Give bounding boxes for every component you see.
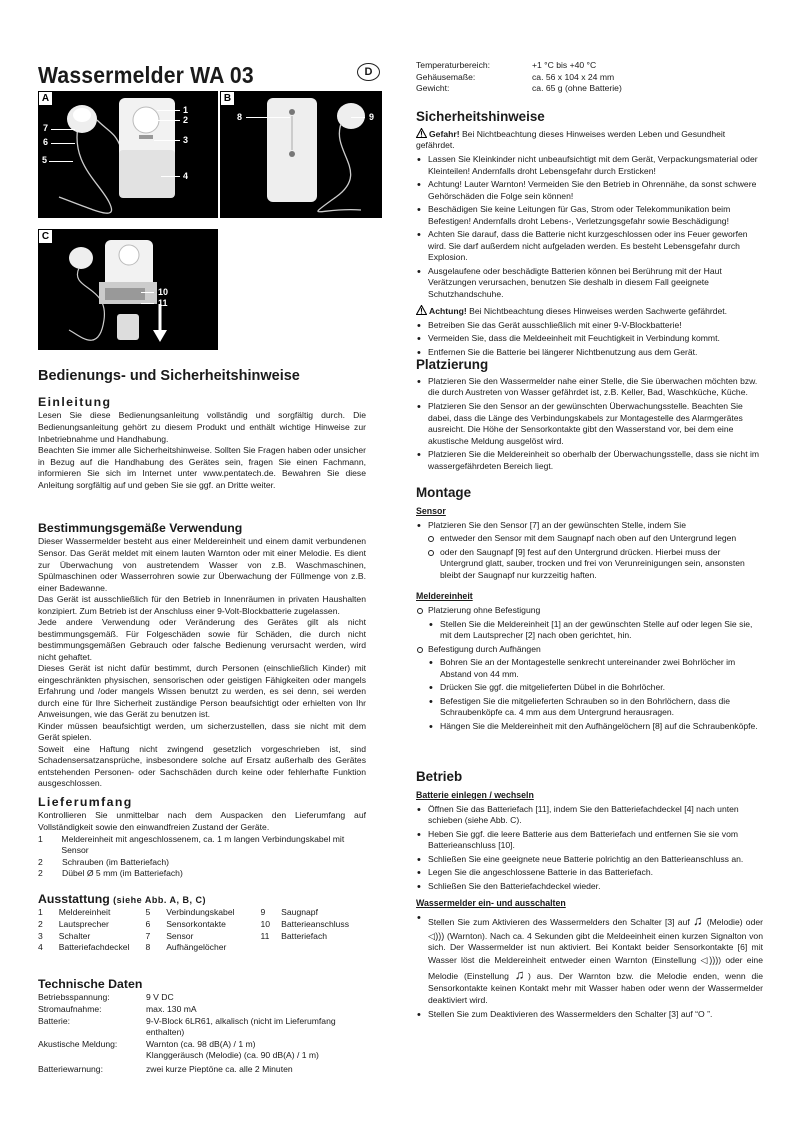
section-technik xyxy=(38,976,366,1075)
figure-c xyxy=(38,229,218,350)
danger-item: • Lassen Sie Kleinkinder nicht unbeaufsichtigt mit dem Gerät, Verpackungsmaterial oder Kleinteilen! Andernfalls droht Lebensgefahr durch Ersticken! xyxy=(416,154,763,177)
einleitung-heading: Einleitung xyxy=(38,395,112,409)
platzierung-item: • Platzieren Sie den Wassermelder nahe einer Stelle, die Sie überwachen möchten bzw. die durch Austreten von Wasser gefährdet ist, z.B. Keller, Bad, Waschküche, Küche. xyxy=(416,376,763,399)
section-bestimmung xyxy=(38,520,366,790)
tech-row: Batteriewarnung: zwei kurze Pieptöne ca. alle 2 Minuten xyxy=(38,1063,293,1074)
speaker-icon: ◁))) xyxy=(428,930,445,941)
bestimmung-p1: Dieser Wassermelder besteht aus einer Meldereinheit und einem damit verbundenen Sensor. Das Gerät meldet mit einem lauten Warnton oder mit einer Melodie. Es dient zur Überwachung von austretendem Wasser von z.B. Waschmaschinen, Spülmaschinen oder Wasserrohren sowie zur Überwachung der Füllmenge von z.B. einer Badewanne. xyxy=(38,536,366,593)
warning-triangle-icon xyxy=(416,128,427,138)
figure-c-illustration xyxy=(39,230,218,350)
page-title: Wassermelder WA 03 xyxy=(38,62,254,88)
ausstattung-row: 3 Schalter 7 Sensor 11 Batteriefach xyxy=(38,930,328,941)
bestimmung-p2: Das Gerät ist ausschließlich für den Betrieb in Innenräumen in privaten Haushalten konzipiert. Zum Betrieb ist der Anschluss einer 9-Volt-Blockbatterie zugelassen. xyxy=(38,594,366,616)
section-betrieb xyxy=(416,768,763,1022)
battery-subheading: Batterie einlegen / wechseln xyxy=(416,789,534,800)
figure-b-illustration xyxy=(221,92,382,218)
callout-4: 4 xyxy=(183,171,189,181)
section-montage xyxy=(416,484,763,734)
danger-item: • Achtung! Lauter Warnton! Vermeiden Sie den Betrieb in Ohrennähe, da sonst schwere Gehörschäden die Folge sein können! xyxy=(416,179,763,202)
callout-2: 2 xyxy=(183,115,189,125)
sensor-item: • Platzieren Sie den Sensor [7] an der gewünschten Stelle, indem Sie xyxy=(416,520,763,532)
section-ausstattung xyxy=(38,891,366,954)
music-note-icon: ♫ xyxy=(514,967,528,983)
callout-8: 8 xyxy=(237,112,243,122)
battery-step: • Schließen Sie eine geeignete neue Batterie polrichtig an den Batterieanschluss an. xyxy=(416,854,763,866)
lieferumfang-item: 2 Dübel Ø 5 mm (im Batteriefach) xyxy=(38,868,183,879)
attention-warning: Achtung! Bei Nichtbeachtung dieses Hinweises werden Sachwerte gefährdet. xyxy=(416,305,763,318)
ausstattung-heading: Ausstattung (siehe Abb. A, B, C) xyxy=(38,892,206,906)
einleitung-p1: Lesen Sie diese Bedienungsanleitung vollständig und sorgfältig durch. Die Bedienungsanleitung gehört zu diesem Produkt und enthält wichtige Hinweise zur Inbetriebnahme und Handhabung. xyxy=(38,410,366,444)
top-tech-rows: Temperaturbereich: +1 °C bis +40 °C Gehäusemaße: ca. 56 x 104 x 24 mm Gewicht: ca. 65 g (ohne Batterie) xyxy=(416,60,622,94)
tech-row: Akustische Meldung: Warnton (ca. 98 dB(A) / 1 m) Klanggeräusch (Melodie) (ca. 90 dB(A) / 1 m) xyxy=(38,1038,319,1061)
danger-item: • Beschädigen Sie keine Leitungen für Gas, Strom oder Telekommunikation beim Befestigen! Andernfalls droht Lebens-, Verletzungsgefahr sowie Beschädigung! xyxy=(416,204,763,227)
battery-step: • Heben Sie ggf. die leere Batterie aus dem Batteriefach und entfernen Sie sie vom Batterieanschluss [10]. xyxy=(416,829,763,852)
callout-6: 6 xyxy=(43,137,49,147)
ausstattung-row: 2 Lautsprecher 6 Sensorkontakte 10 Batterieanschluss xyxy=(38,918,350,929)
language-badge: D xyxy=(357,63,380,81)
bestimmung-heading: Bestimmungsgemäße Verwendung xyxy=(38,521,243,535)
callout-11: 11 xyxy=(158,298,168,308)
ausstattung-table xyxy=(38,907,366,953)
mount-step: • Drücken Sie ggf. die mitgelieferten Dübel in die Bohrlöcher. xyxy=(416,682,763,694)
sensor-subheading: Sensor xyxy=(416,505,446,516)
callout-3: 3 xyxy=(183,135,189,145)
attention-item: • Betreiben Sie das Gerät ausschließlich mit einer 9-V-Blockbatterie! xyxy=(416,320,763,332)
figure-a-illustration xyxy=(39,92,218,218)
betrieb-heading: Betrieb xyxy=(416,769,463,784)
battery-step: • Legen Sie die angeschlossene Batterie in das Batteriefach. xyxy=(416,867,763,879)
platzierung-item: • Platzieren Sie den Sensor an der gewünschten Überwachungsstelle. Beachten Sie dabei, dass die Länge des Verbindungskabels zur Montagestelle des Alarmgerätes ausreicht. Die Höhe der Sensorkontakte gibt den Wasserstand vor, bei dem eine akustische Meldung ausgelöst wird. xyxy=(416,401,763,447)
platzierung-heading: Platzierung xyxy=(416,357,489,372)
callout-1: 1 xyxy=(183,105,189,115)
section-sicherheit xyxy=(416,108,763,360)
battery-step: • Schließen Sie den Batteriefachdeckel wieder. xyxy=(416,881,763,893)
callout-7: 7 xyxy=(43,123,49,133)
warning-triangle-icon xyxy=(416,305,427,315)
melde-subheading: Meldereinheit xyxy=(416,591,473,602)
mount-step: • Befestigen Sie die mitgelieferten Schrauben so in den Bohrlöchern, dass die Schraubenköpfe ca. 4 mm aus dem Untergrund herausragen. xyxy=(416,696,763,719)
callout-5: 5 xyxy=(42,155,48,165)
danger-item: • Ausgelaufene oder beschädigte Batterien können bei Berührung mit der Haut Verätzungen verursachen, benutzen Sie deshalb in diesem Fall geeignete Schutzhandschuhe. xyxy=(416,266,763,301)
switch-item-on: • Stellen Sie zum Aktivieren des Wassermelders den Schalter [3] auf ♫ (Melodie) oder ◁))) (Warnton). Nach ca. 4 Sekunden gibt die Meldeeinheit einen kurzen Signalton von sich. Der Wassermelder ist nun aktiviert. Bei Kontakt beider Sensorkontakte [6] mit Wasser löst die Meldereinheit entweder einen Warnton (Einstellung ◁)))) oder eine Melodie (Einstellung ♫) aus. Der Warnton bzw. die Melodie enden, wenn die Sensorkontakte keinen Kontakt mehr mit Wasser haben oder wenn der Wassermelder deaktiviert wird. xyxy=(416,912,763,1006)
speaker-icon: ◁))) xyxy=(700,954,719,965)
lieferumfang-item: 1 Meldereinheit mit angeschlossenem, ca. 1 m langen Verbindungskabel mit Sensor xyxy=(38,833,345,856)
attention-item: • Vermeiden Sie, dass die Meldeeinheit mit Feuchtigkeit in Verbindung kommt. xyxy=(416,333,763,345)
switch-subheading: Wassermelder ein- und ausschalten xyxy=(416,898,566,909)
bestimmung-p3: Jede andere Verwendung oder Veränderung des Gerätes gilt als nicht bestimmungsgemäß. Für Folgeschäden sowie für Schäden, die durch nicht bestimmungsgemäßen Gebrauch oder falsche Bedienung verursacht werden, wird nicht gehaftet. xyxy=(38,617,366,662)
melde-option-1: Platzierung ohne Befestigung xyxy=(416,605,763,617)
danger-item: • Achten Sie darauf, dass die Batterie nicht kurzgeschlossen oder ins Feuer geworfen wird. Sie darf außerdem nicht aufgeladen werden. Es besteht Lebensgefahr durch Explosion. xyxy=(416,229,763,264)
montage-heading: Montage xyxy=(416,485,472,500)
lieferumfang-p1: Kontrollieren Sie unmittelbar nach dem Auspacken den Lieferumfang auf Vollständigkeit sowie den einwandfreien Zustand der Geräte. xyxy=(38,810,366,832)
mount-step: • Bohren Sie an der Montagestelle senkrecht untereinander zwei Bohrlöcher im Abstand von 44 mm. xyxy=(416,657,763,680)
figure-c-label: C xyxy=(39,230,53,244)
main-heading: Bedienungs- und Sicherheitshinweise xyxy=(38,368,300,384)
music-note-icon: ♫ xyxy=(692,913,704,929)
danger-warning: Gefahr! Bei Nichtbeachtung dieses Hinweises werden Leben und Gesundheit gefährdet. xyxy=(416,128,726,151)
tech-row: Batterie: 9-V-Block 6LR61, alkalisch (nicht im Lieferumfang enthalten) xyxy=(38,1015,336,1038)
section-lieferumfang xyxy=(38,794,366,880)
sensor-option: oder den Saugnapf [9] fest auf den Untergrund drücken. Hierbei muss der Untergrund glatt, sauber, trocken und frei von Verunreinigungen sein, ansonsten bleibt der Saugnapf nur kurzzeitig haften. xyxy=(416,547,763,582)
melde-option-2: Befestigung durch Aufhängen xyxy=(416,644,763,656)
ausstattung-row: 4 Batteriefachdeckel 8 Aufhängelöcher xyxy=(38,942,227,953)
attention-item: • Entfernen Sie die Batterie bei längerer Nichtbenutzung aus dem Gerät. xyxy=(416,347,763,359)
platzierung-item: • Platzieren Sie die Meldereinheit so oberhalb der Überwachungsstelle, dass sie nicht im wassergefährdeten Bereich liegt. xyxy=(416,449,763,472)
section-einleitung xyxy=(38,394,366,491)
sicherheit-heading: Sicherheitshinweise xyxy=(416,109,545,124)
figure-a-label: A xyxy=(39,92,53,106)
callout-9: 9 xyxy=(369,112,375,122)
einleitung-p2: Beachten Sie immer alle Sicherheitshinweise. Sollten Sie Fragen haben oder unsicher in Bezug auf die Handhabung des Gerätes sein, fragen Sie einen Fachmann, informieren Sie sich im Internet unter www.pentatech.de. Bewahren Sie diese Anleitung sorgfältig auf und geben Sie sie ggf. an Dritte weiter. xyxy=(38,445,366,490)
switch-item-off: • Stellen Sie zum Deaktivieren des Wassermelders den Schalter [3] auf “O ”. xyxy=(416,1009,763,1021)
lieferumfang-item: 2 Schrauben (im Batteriefach) xyxy=(38,856,169,867)
bestimmung-p6: Soweit eine Haftung nicht zwingend gesetzlich vorgeschrieben ist, sind Schadensersatzansprüche, insbesondere solche auf Ersatz außerhalb des Gerätes entstehenden Personen- oder Sachschäden durch keine oder fehlerhafte Funktion ausgeschlossen. xyxy=(38,743,366,789)
figure-b xyxy=(220,91,382,218)
lieferumfang-heading: Lieferumfang xyxy=(38,795,133,809)
tech-row: Betriebsspannung: 9 V DC xyxy=(38,992,174,1003)
section-platzierung xyxy=(416,356,763,474)
battery-step: • Öffnen Sie das Batteriefach [11], indem Sie den Batteriefachdeckel [4] nach unten schieben (siehe Abb. C). xyxy=(416,804,763,827)
sensor-option: entweder den Sensor mit dem Saugnapf nach oben auf den Untergrund legen xyxy=(416,533,763,545)
figure-a xyxy=(38,91,218,218)
technik-heading: Technische Daten xyxy=(38,977,143,991)
ausstattung-row: 1 Meldereinheit 5 Verbindungskabel 9 Saugnapf xyxy=(38,907,318,918)
tech-row: Stromaufnahme: max. 130 mA xyxy=(38,1003,197,1014)
melde-option-1-item: • Stellen Sie die Meldereinheit [1] an der gewünschten Stelle auf oder legen Sie sie, mit dem Lautsprecher [2] nach oben gerichtet, hin. xyxy=(416,619,763,642)
figure-b-label: B xyxy=(221,92,235,106)
bestimmung-p4: Dieses Gerät ist nicht dafür bestimmt, durch Personen (einschließlich Kinder) mit eingeschränkten physischen, sensorischen oder geistigen Fähigkeiten oder mangels Erfahrung und /oder mangels Wissen benutzt zu werden, es sei denn, sei werden durch eine für Ihre Sicherheit zuständige Person beaufsichtigt oder erhielten von Ihr Anweisungen, wie das Gerät zu benutzen ist. xyxy=(38,663,366,720)
bestimmung-p5: Kinder müssen beaufsichtigt werden, um sicherzustellen, dass sie nicht mit dem Gerät spielen. xyxy=(38,720,366,743)
mount-step: • Hängen Sie die Meldereinheit mit den Aufhängelöchern [8] auf die Schraubenköpfe. xyxy=(416,721,763,733)
callout-10: 10 xyxy=(158,287,169,297)
